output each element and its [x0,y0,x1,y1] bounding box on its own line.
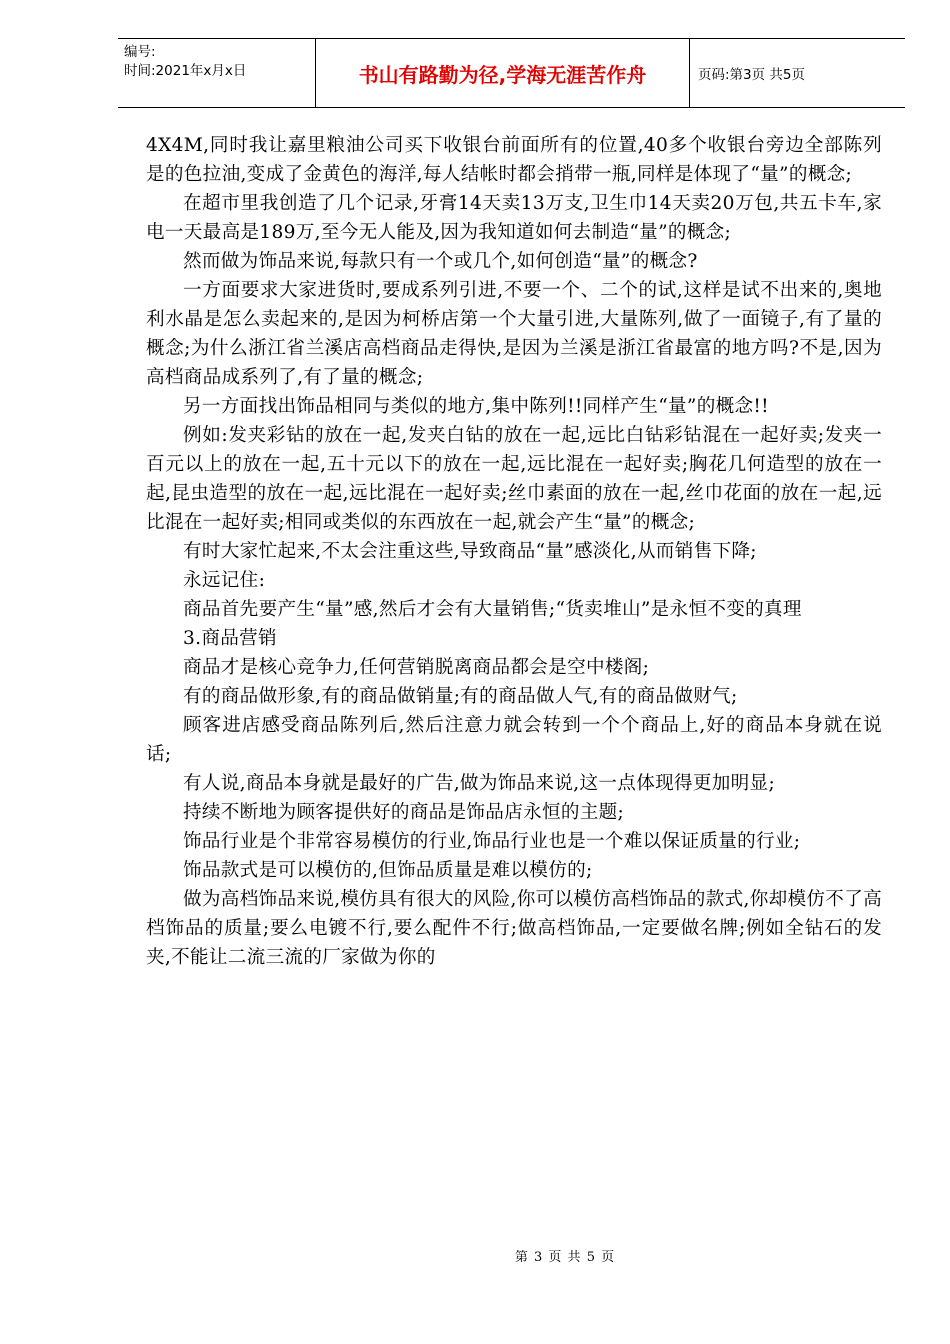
number-label: 编号: [124,44,156,60]
paragraph: 一方面要求大家进货时,要成系列引进,不要一个、二个的试,这样是试不出来的,奥地利水晶是怎么卖起来的,是因为柯桥店第一个大量引进,大量陈列,做了一面镜子,有了量的概念;为什么浙江省兰溪店高档商品走得快,是因为兰溪是浙江省最富的地方吗?不是,因为高档商品成系列了,有了量的概念; [146,280,882,388]
paragraph: 顾客进店感受商品陈列后,然后注意力就会转到一个个商品上,好的商品本身就在说话; [146,715,882,765]
time-label: 时间:2021年x月x日 [124,63,247,79]
paragraph: 有人说,商品本身就是最好的广告,做为饰品来说,这一点体现得更加明显; [183,773,776,794]
paragraph: 持续不断地为顾客提供好的商品是饰品店永恒的主题; [183,802,625,823]
paragraph: 做为高档饰品来说,模仿具有很大的风险,你可以模仿高档饰品的款式,你却模仿不了高档饰品的质量;要么电镀不行,要么配件不行;做高档饰品,一定要做名牌;例如全钻石的发夹,不能让二流三流的厂家做为你的 [146,889,882,968]
header-meta [118,39,316,107]
paragraph: 永远记住: [183,570,266,591]
paragraph: 饰品行业是个非常容易模仿的行业,饰品行业也是一个难以保证质量的行业; [183,831,801,852]
section-heading: 3.商品营销 [183,628,277,649]
paragraph: 例如:发夹彩钻的放在一起,发夹白钻的放在一起,远比白钻彩钻混在一起好卖;发夹一百元以上的放在一起,五十元以下的放在一起,远比混在一起好卖;胸花几何造型的放在一起,昆虫造型的放在一起,远比混在一起好卖;丝巾素面的放在一起,丝巾花面的放在一起,远比混在一起好卖;相同或类似的东西放在一起,就会产生“量”的概念; [146,425,882,533]
document-header [118,38,905,108]
paragraph: 在超市里我创造了几个记录,牙膏14天卖13万支,卫生巾14天卖20万包,共五卡车,家电一天最高是189万,至今无人能及,因为我知道如何去制造“量”的概念; [146,193,882,243]
header-motto: 书山有路勤为径,学海无涯苦作舟 [316,39,690,107]
footer-page-number: 第 3 页 共 5 页 [514,1250,616,1265]
paragraph: 有的商品做形象,有的商品做销量;有的商品做人气,有的商品做财气; [183,686,738,707]
paragraph: 商品首先要产生“量”感,然后才会有大量销售;“货卖堆山”是永恒不变的真理 [183,599,802,620]
paragraph: 4X4M,同时我让嘉里粮油公司买下收银台前面所有的位置,40多个收银台旁边全部陈列是的色拉油,变成了金黄色的海洋,每人结帐时都会捎带一瓶,同样是体现了“量”的概念; [146,135,882,185]
page-footer [0,1246,950,1265]
paragraph: 然而做为饰品来说,每款只有一个或几个,如何创造“量”的概念? [183,251,698,272]
paragraph: 有时大家忙起来,不太会注重这些,导致商品“量”感淡化,从而销售下降; [183,541,757,562]
paragraph: 另一方面找出饰品相同与类似的地方,集中陈列!!同样产生“量”的概念!! [183,396,769,417]
paragraph: 饰品款式是可以模仿的,但饰品质量是难以模仿的; [183,860,593,881]
document-body [146,131,882,972]
paragraph: 商品才是核心竞争力,任何营销脱离商品都会是空中楼阁; [183,657,650,678]
header-page-info: 页码:第3页 共5页 [698,67,806,83]
